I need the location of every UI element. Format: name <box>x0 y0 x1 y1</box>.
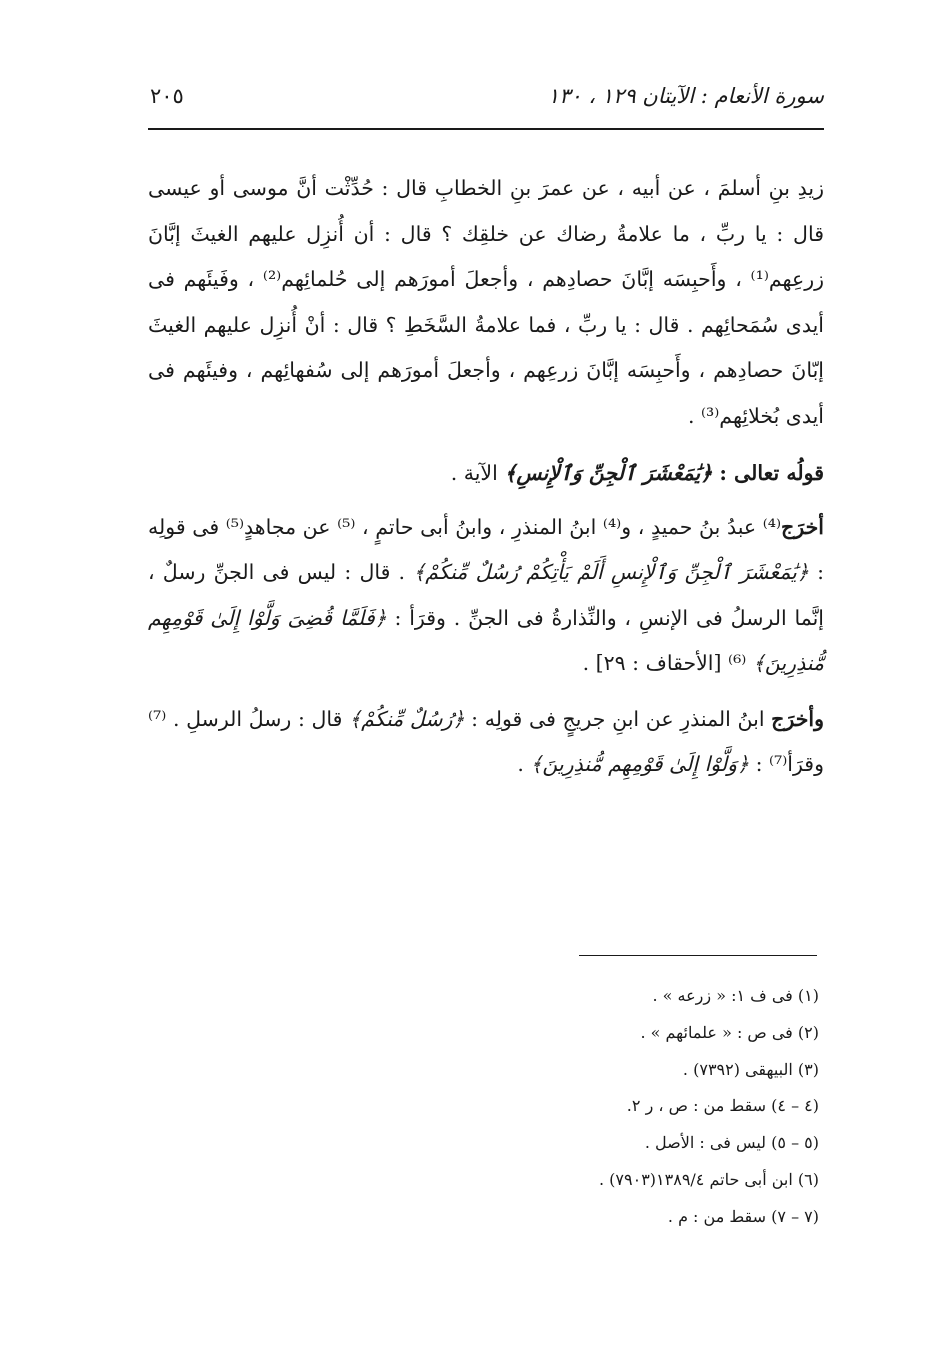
footnote-2: (٢) فى ص : « علمائهم » . <box>640 1022 819 1042</box>
footnote-4: (٤ – ٤) سقط من : ص ، ر ٢. <box>626 1096 819 1116</box>
footnote-6: (٦) ابن أبى حاتم ١٣٨٩/٤(٧٩٠٣) . <box>598 1169 819 1189</box>
paragraph-mujahid <box>148 505 824 687</box>
header-divider <box>148 128 824 130</box>
footnote-5: (٥ – ٥) ليس فى : الأصل . <box>644 1133 819 1153</box>
footnote-7: (٧ – ٧) سقط من : م . <box>667 1206 819 1226</box>
footnote-divider <box>579 955 817 956</box>
verse-quote: ﴿يَٰمَعْشَرَ ٱلْجِنِّ وَٱلْإِنسِ﴾ <box>504 461 713 485</box>
footnote-3: (٣) البيهقى (٧٣٩٢) . <box>682 1059 819 1079</box>
footnotes <box>359 978 819 1236</box>
verse-heading-lead: قولُه تعالى : <box>712 461 824 485</box>
verse-quote: ﴿رُسُلٌ مِّنكُمْ﴾ <box>349 706 465 731</box>
paragraph-mujahid-text-a: ⁽⁴⁾ عبدُ بنُ حميدٍ ، و⁽⁴⁾ ابنُ المنذرِ ، وابنُ أبى حاتمٍ ، ⁽⁵⁾ عن مجاهدٍ⁽⁵⁾ فى قولِه : <box>148 514 824 584</box>
paragraph-hadith: زيدِ بنِ أسلمَ ، عن أبيه ، عن عمرَ بنِ الخطابِ قال : حُدِّثْت أنَّ موسى أو عيسى قال : يا ربِّ ، ما علامةُ رضاك عن خلقِك ؟ قال : أن أُنزِل عليهم الغيثَ إبَّانَ زرعِهم⁽¹⁾ ، وأَحبِسَه إبَّانَ حصادِهم ، وأجعلَ أمورَهم إلى حُلمائِهم⁽²⁾ ، وفَيئَهم فى أيدى سُمَحائِهم . قال : يا ربِّ ، فما علامةُ السَّخَطِ ؟ قال : أنْ أُنزِل عليهم الغيثَ إبّانَ حصادِهم ، وأَحبِسَه إبَّانَ زرعِهم ، وأجعلَ أمورَهم إلى سُفهائِهم ، وفيئَهم فى أيدى بُخلائِهم⁽³⁾ . <box>148 176 824 428</box>
paragraph-mujahid-text-c: ⁽⁶⁾ [الأحقاف : ٢٩] . <box>582 651 753 675</box>
paragraph-ibn-jurayj-text-c: . <box>517 752 531 776</box>
main-text <box>148 166 824 788</box>
akhraja-lead: وأخرَج <box>771 706 824 731</box>
footnote-1: (١) فى ف ١: « زرعه » . <box>652 986 819 1005</box>
paragraph-verse-heading <box>148 451 824 497</box>
chapter-title: سورة الأنعام : الآيتان ١٢٩ ، ١٣٠ <box>547 84 824 108</box>
akhraja-lead: أخرَج <box>781 514 824 539</box>
page-number: ٢٠٥ <box>150 84 184 108</box>
paragraph-ibn-jurayj <box>148 697 824 788</box>
paragraph-ibn-jurayj-text-b: قال : رسلُ الرسلِ . ⁽⁷⁾ وقرَأ⁽⁷⁾ : <box>148 706 824 776</box>
verse-quote: ﴿وَلَّوْا إِلَىٰ قَوْمِهِم مُّنذِرِينَ﴾ <box>530 752 750 776</box>
paragraph-mujahid-text-b: . قال : ليس فى الجنِّ رسلٌ ، إنَّما الرسلُ فى الإنسِ ، والنِّذارةُ فى الجنِّ . وقرَأ : <box>148 560 824 630</box>
verse-heading-tail: الآية . <box>450 461 505 485</box>
running-header <box>148 78 824 118</box>
verse-quote: ﴿فَلَمَّا قُضِىَ وَلَّوْا إِلَىٰ قَوْمِهِم مُّنذِرِينَ﴾ <box>148 605 824 675</box>
paragraph-ibn-jurayj-text-a: ابنُ المنذرِ عن ابنِ جريجٍ فى قولِه : <box>464 706 772 731</box>
verse-quote: ﴿يَٰمَعْشَرَ ٱلْجِنِّ وَٱلْإِنسِ أَلَمْ يَأْتِكُمْ رُسُلٌ مِّنكُمْ﴾ <box>413 560 809 584</box>
